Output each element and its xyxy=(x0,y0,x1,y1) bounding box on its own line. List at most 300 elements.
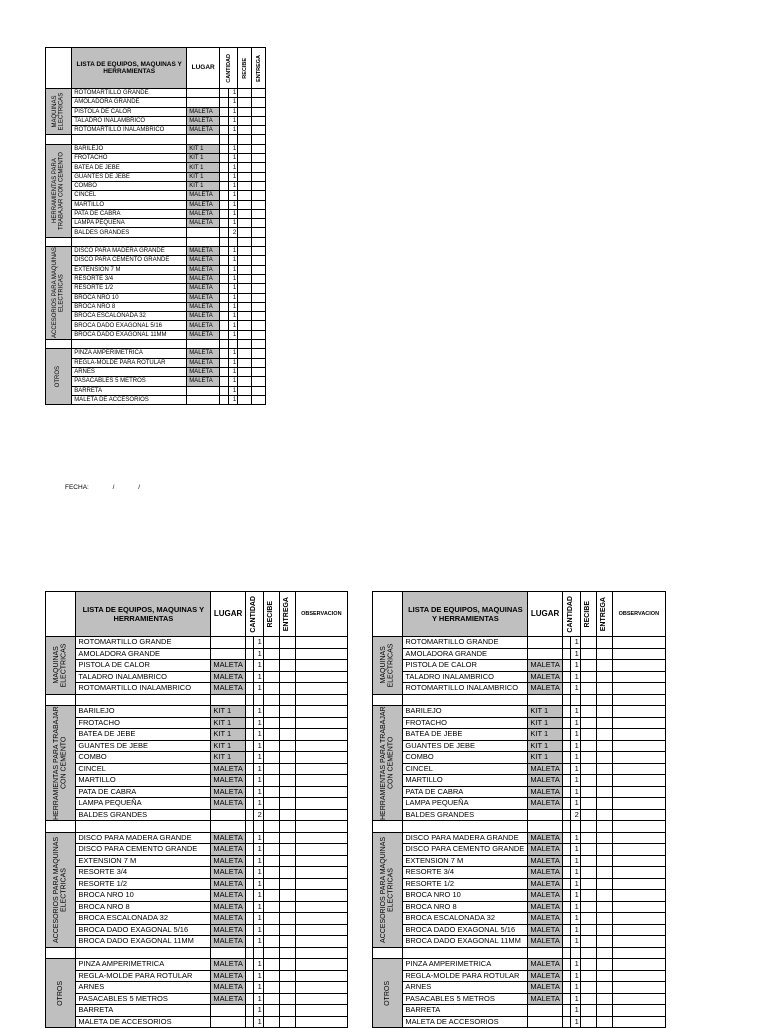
observacion-cell[interactable] xyxy=(295,832,347,844)
observacion-cell[interactable] xyxy=(612,844,665,856)
recibe-cell[interactable] xyxy=(238,172,252,181)
recibe-cell[interactable] xyxy=(580,775,596,787)
recibe-cell[interactable] xyxy=(263,982,279,994)
entrega-cell[interactable] xyxy=(596,890,612,902)
recibe-cell[interactable] xyxy=(238,349,252,358)
entrega-cell[interactable] xyxy=(596,786,612,798)
observacion-cell[interactable] xyxy=(295,740,347,752)
recibe-cell[interactable] xyxy=(263,959,279,971)
recibe-cell[interactable] xyxy=(263,1016,279,1028)
recibe-cell[interactable] xyxy=(263,775,279,787)
observacion-cell[interactable] xyxy=(612,798,665,810)
entrega-cell[interactable] xyxy=(596,832,612,844)
recibe-cell[interactable] xyxy=(263,740,279,752)
spacer-row xyxy=(46,135,266,144)
recibe-cell[interactable] xyxy=(263,752,279,764)
entrega-cell[interactable] xyxy=(279,1005,295,1017)
entrega-cell[interactable] xyxy=(596,717,612,729)
entrega-cell[interactable] xyxy=(279,683,295,695)
table-row xyxy=(46,98,266,107)
recibe-cell[interactable] xyxy=(263,867,279,879)
observacion-cell[interactable] xyxy=(612,683,665,695)
observacion-cell[interactable] xyxy=(295,878,347,890)
observacion-cell[interactable] xyxy=(612,832,665,844)
observacion-cell[interactable] xyxy=(295,809,347,821)
observacion-cell[interactable] xyxy=(295,855,347,867)
recibe-cell[interactable] xyxy=(580,913,596,925)
item-name: ROTOMARTILLO GRANDE xyxy=(72,89,187,98)
recibe-cell[interactable] xyxy=(263,890,279,902)
entrega-cell[interactable] xyxy=(279,901,295,913)
recibe-cell[interactable] xyxy=(580,683,596,695)
recibe-cell[interactable] xyxy=(263,913,279,925)
recibe-cell[interactable] xyxy=(580,637,596,649)
recibe-cell[interactable] xyxy=(238,219,252,228)
entrega-cell[interactable] xyxy=(596,740,612,752)
category-label: MAQUINAS ELECTRICAS xyxy=(53,643,68,688)
observacion-cell[interactable] xyxy=(612,763,665,775)
entrega-cell[interactable] xyxy=(279,959,295,971)
item-name: RESORTE 3/4 xyxy=(72,274,187,283)
qty-spacer-cell xyxy=(245,832,253,844)
entrega-cell[interactable] xyxy=(252,219,266,228)
entrega-cell[interactable] xyxy=(252,116,266,125)
entrega-cell[interactable] xyxy=(596,1016,612,1028)
entrega-cell[interactable] xyxy=(279,729,295,741)
entrega-cell[interactable] xyxy=(596,844,612,856)
entrega-cell[interactable] xyxy=(596,878,612,890)
table-row xyxy=(46,247,266,256)
recibe-cell[interactable] xyxy=(580,867,596,879)
entrega-cell[interactable] xyxy=(596,959,612,971)
recibe-cell[interactable] xyxy=(238,181,252,190)
observacion-cell[interactable] xyxy=(612,1016,665,1028)
recibe-cell[interactable] xyxy=(580,936,596,948)
entrega-cell[interactable] xyxy=(596,648,612,660)
item-lugar: KIT 1 xyxy=(528,752,562,764)
item-lugar: MALETA xyxy=(187,321,220,330)
recibe-cell[interactable] xyxy=(263,671,279,683)
observacion-cell[interactable] xyxy=(612,901,665,913)
observacion-cell[interactable] xyxy=(295,901,347,913)
item-name: CINCEL xyxy=(72,191,187,200)
entrega-cell[interactable] xyxy=(252,358,266,367)
recibe-cell[interactable] xyxy=(238,154,252,163)
recibe-cell[interactable] xyxy=(238,312,252,321)
observacion-cell[interactable] xyxy=(612,717,665,729)
recibe-cell[interactable] xyxy=(238,274,252,283)
recibe-cell[interactable] xyxy=(238,395,252,404)
recibe-cell[interactable] xyxy=(263,970,279,982)
entrega-cell[interactable] xyxy=(279,982,295,994)
entrega-cell[interactable] xyxy=(596,924,612,936)
entrega-cell[interactable] xyxy=(596,729,612,741)
entrega-cell[interactable] xyxy=(252,107,266,116)
entrega-cell[interactable] xyxy=(596,671,612,683)
recibe-cell[interactable] xyxy=(263,763,279,775)
item-cantidad: 1 xyxy=(253,729,263,741)
entrega-cell[interactable] xyxy=(279,809,295,821)
entrega-cell[interactable] xyxy=(252,367,266,376)
recibe-cell[interactable] xyxy=(580,844,596,856)
recibe-cell[interactable] xyxy=(580,671,596,683)
observacion-cell[interactable] xyxy=(295,970,347,982)
observacion-cell[interactable] xyxy=(612,913,665,925)
recibe-cell[interactable] xyxy=(580,763,596,775)
observacion-cell[interactable] xyxy=(612,786,665,798)
item-cantidad: 1 xyxy=(570,855,580,867)
recibe-cell[interactable] xyxy=(263,901,279,913)
qty-spacer-cell xyxy=(245,671,253,683)
entrega-cell[interactable] xyxy=(596,809,612,821)
recibe-cell[interactable] xyxy=(580,878,596,890)
item-name: COMBO xyxy=(403,752,528,764)
entrega-cell[interactable] xyxy=(252,200,266,209)
observacion-cell[interactable] xyxy=(612,1005,665,1017)
recibe-cell[interactable] xyxy=(263,993,279,1005)
recibe-cell[interactable] xyxy=(238,209,252,218)
entrega-cell[interactable] xyxy=(252,330,266,339)
recibe-cell[interactable] xyxy=(238,228,252,237)
entrega-cell[interactable] xyxy=(279,878,295,890)
recibe-cell[interactable] xyxy=(263,832,279,844)
recibe-cell[interactable] xyxy=(238,191,252,200)
recibe-cell[interactable] xyxy=(580,993,596,1005)
recibe-cell[interactable] xyxy=(238,377,252,386)
observacion-cell[interactable] xyxy=(295,683,347,695)
item-name: BROCA NRO 10 xyxy=(72,293,187,302)
item-name: DISCO PARA CEMENTO GRANDE xyxy=(72,256,187,265)
recibe-cell[interactable] xyxy=(580,729,596,741)
recibe-cell[interactable] xyxy=(263,637,279,649)
entrega-cell[interactable] xyxy=(596,660,612,672)
entrega-cell[interactable] xyxy=(252,126,266,135)
recibe-cell[interactable] xyxy=(263,786,279,798)
item-lugar: MALETA xyxy=(187,284,220,293)
recibe-cell[interactable] xyxy=(580,832,596,844)
observacion-cell[interactable] xyxy=(295,913,347,925)
table-row xyxy=(46,219,266,228)
entrega-cell[interactable] xyxy=(279,867,295,879)
entrega-cell[interactable] xyxy=(252,284,266,293)
entrega-cell[interactable] xyxy=(279,1016,295,1028)
observacion-cell[interactable] xyxy=(612,936,665,948)
entrega-cell[interactable] xyxy=(252,274,266,283)
observacion-cell[interactable] xyxy=(612,867,665,879)
entrega-cell[interactable] xyxy=(252,293,266,302)
recibe-cell[interactable] xyxy=(580,752,596,764)
recibe-cell[interactable] xyxy=(263,683,279,695)
recibe-cell[interactable] xyxy=(238,321,252,330)
entrega-cell[interactable] xyxy=(252,98,266,107)
entrega-cell[interactable] xyxy=(252,349,266,358)
entrega-cell[interactable] xyxy=(279,936,295,948)
entrega-cell[interactable] xyxy=(279,637,295,649)
observacion-cell[interactable] xyxy=(612,878,665,890)
item-name: CINCEL xyxy=(76,763,211,775)
recibe-cell[interactable] xyxy=(263,936,279,948)
entrega-cell[interactable] xyxy=(279,648,295,660)
observacion-cell[interactable] xyxy=(612,660,665,672)
entrega-cell[interactable] xyxy=(596,993,612,1005)
entrega-cell[interactable] xyxy=(596,982,612,994)
observacion-cell[interactable] xyxy=(612,993,665,1005)
recibe-cell[interactable] xyxy=(263,660,279,672)
observacion-cell[interactable] xyxy=(612,740,665,752)
observacion-cell[interactable] xyxy=(612,752,665,764)
recibe-cell[interactable] xyxy=(238,330,252,339)
entrega-cell[interactable] xyxy=(279,844,295,856)
entrega-cell[interactable] xyxy=(252,265,266,274)
qty-spacer-cell xyxy=(562,832,570,844)
entrega-cell[interactable] xyxy=(596,970,612,982)
observacion-cell[interactable] xyxy=(612,970,665,982)
recibe-cell[interactable] xyxy=(238,126,252,135)
recibe-cell[interactable] xyxy=(580,982,596,994)
entrega-cell[interactable] xyxy=(252,163,266,172)
entrega-cell[interactable] xyxy=(252,172,266,181)
entrega-cell[interactable] xyxy=(279,890,295,902)
item-name: PISTOLA DE CALOR xyxy=(76,660,211,672)
item-lugar: KIT 1 xyxy=(211,729,245,741)
observacion-cell[interactable] xyxy=(295,924,347,936)
recibe-cell[interactable] xyxy=(238,163,252,172)
recibe-cell[interactable] xyxy=(263,924,279,936)
entrega-cell[interactable] xyxy=(596,901,612,913)
recibe-cell[interactable] xyxy=(238,107,252,116)
observacion-cell[interactable] xyxy=(295,867,347,879)
observacion-cell[interactable] xyxy=(295,671,347,683)
observacion-cell[interactable] xyxy=(295,1005,347,1017)
observacion-cell[interactable] xyxy=(612,809,665,821)
entrega-cell[interactable] xyxy=(252,191,266,200)
item-name: DISCO PARA MADERA GRANDE xyxy=(76,832,211,844)
entrega-cell[interactable] xyxy=(279,786,295,798)
observacion-cell[interactable] xyxy=(295,660,347,672)
observacion-cell[interactable] xyxy=(612,637,665,649)
recibe-cell[interactable] xyxy=(238,98,252,107)
entrega-cell[interactable] xyxy=(279,717,295,729)
qty-spacer-cell xyxy=(220,284,229,293)
qty-spacer-cell xyxy=(562,798,570,810)
observacion-cell[interactable] xyxy=(295,706,347,718)
observacion-cell[interactable] xyxy=(612,706,665,718)
item-lugar: MALETA xyxy=(211,867,245,879)
item-lugar: MALETA xyxy=(528,913,562,925)
recibe-cell[interactable] xyxy=(263,809,279,821)
entrega-cell[interactable] xyxy=(279,832,295,844)
observacion-cell[interactable] xyxy=(295,993,347,1005)
entrega-cell[interactable] xyxy=(596,867,612,879)
recibe-cell[interactable] xyxy=(580,809,596,821)
recibe-cell[interactable] xyxy=(580,717,596,729)
entrega-cell[interactable] xyxy=(252,386,266,395)
observacion-cell[interactable] xyxy=(295,786,347,798)
item-cantidad: 1 xyxy=(253,832,263,844)
entrega-cell[interactable] xyxy=(279,913,295,925)
observacion-cell[interactable] xyxy=(612,959,665,971)
observacion-cell[interactable] xyxy=(612,982,665,994)
recibe-cell[interactable] xyxy=(238,200,252,209)
item-name: PATA DE CABRA xyxy=(403,786,528,798)
entrega-cell[interactable] xyxy=(279,924,295,936)
item-cantidad: 1 xyxy=(229,349,238,358)
entrega-cell[interactable] xyxy=(596,637,612,649)
item-cantidad: 1 xyxy=(570,1005,580,1017)
recibe-cell[interactable] xyxy=(238,247,252,256)
recibe-cell[interactable] xyxy=(580,890,596,902)
recibe-cell[interactable] xyxy=(580,1005,596,1017)
recibe-cell[interactable] xyxy=(580,648,596,660)
entrega-cell[interactable] xyxy=(596,1005,612,1017)
observacion-cell[interactable] xyxy=(295,763,347,775)
item-cantidad: 1 xyxy=(253,798,263,810)
recibe-cell[interactable] xyxy=(263,844,279,856)
recibe-cell[interactable] xyxy=(263,706,279,718)
observacion-cell[interactable] xyxy=(295,752,347,764)
entrega-cell[interactable] xyxy=(252,247,266,256)
recibe-cell[interactable] xyxy=(238,386,252,395)
observacion-cell[interactable] xyxy=(295,637,347,649)
observacion-cell[interactable] xyxy=(612,648,665,660)
item-cantidad: 1 xyxy=(253,660,263,672)
recibe-cell[interactable] xyxy=(580,959,596,971)
recibe-cell[interactable] xyxy=(263,798,279,810)
recibe-cell[interactable] xyxy=(238,358,252,367)
recibe-cell[interactable] xyxy=(580,970,596,982)
entrega-cell[interactable] xyxy=(596,763,612,775)
recibe-header: RECIBE xyxy=(267,600,275,628)
recibe-cell[interactable] xyxy=(238,144,252,153)
observacion-cell[interactable] xyxy=(295,1016,347,1028)
recibe-cell[interactable] xyxy=(238,293,252,302)
entrega-cell[interactable] xyxy=(252,377,266,386)
observacion-cell[interactable] xyxy=(612,855,665,867)
entrega-cell[interactable] xyxy=(279,970,295,982)
qty-spacer-cell xyxy=(220,163,229,172)
entrega-cell[interactable] xyxy=(279,671,295,683)
entrega-cell[interactable] xyxy=(596,913,612,925)
entrega-cell[interactable] xyxy=(279,660,295,672)
entrega-cell[interactable] xyxy=(596,683,612,695)
entrega-cell[interactable] xyxy=(252,144,266,153)
recibe-cell[interactable] xyxy=(580,901,596,913)
entrega-cell[interactable] xyxy=(252,154,266,163)
observacion-cell[interactable] xyxy=(295,648,347,660)
recibe-cell[interactable] xyxy=(238,256,252,265)
qty-spacer-cell xyxy=(245,717,253,729)
recibe-cell[interactable] xyxy=(580,706,596,718)
entrega-cell[interactable] xyxy=(252,181,266,190)
entrega-cell[interactable] xyxy=(596,752,612,764)
observacion-cell[interactable] xyxy=(295,717,347,729)
observacion-cell[interactable] xyxy=(612,729,665,741)
recibe-cell[interactable] xyxy=(580,855,596,867)
entrega-cell[interactable] xyxy=(596,706,612,718)
item-cantidad: 1 xyxy=(229,219,238,228)
table-row xyxy=(46,181,266,190)
recibe-cell[interactable] xyxy=(263,1005,279,1017)
recibe-cell[interactable] xyxy=(263,855,279,867)
observacion-cell[interactable] xyxy=(295,936,347,948)
table-row xyxy=(46,752,348,764)
item-name: BROCA ESCALONADA 32 xyxy=(76,913,211,925)
observacion-cell[interactable] xyxy=(295,959,347,971)
spacer-cell xyxy=(596,821,612,833)
entrega-cell[interactable] xyxy=(252,312,266,321)
entrega-cell[interactable] xyxy=(279,993,295,1005)
item-name: COMBO xyxy=(76,752,211,764)
recibe-cell[interactable] xyxy=(238,265,252,274)
entrega-cell[interactable] xyxy=(252,395,266,404)
recibe-cell[interactable] xyxy=(580,1016,596,1028)
entrega-cell[interactable] xyxy=(252,228,266,237)
entrega-cell[interactable] xyxy=(252,321,266,330)
recibe-cell[interactable] xyxy=(580,924,596,936)
observacion-cell[interactable] xyxy=(612,775,665,787)
entrega-cell[interactable] xyxy=(596,775,612,787)
entrega-cell[interactable] xyxy=(596,798,612,810)
entrega-cell[interactable] xyxy=(279,740,295,752)
recibe-cell[interactable] xyxy=(263,648,279,660)
checklist-table-small xyxy=(45,47,266,405)
entrega-cell[interactable] xyxy=(279,706,295,718)
recibe-cell[interactable] xyxy=(238,284,252,293)
recibe-cell[interactable] xyxy=(238,89,252,98)
entrega-cell[interactable] xyxy=(279,798,295,810)
entrega-cell[interactable] xyxy=(252,302,266,311)
item-lugar xyxy=(528,1016,562,1028)
spacer-cell xyxy=(245,947,253,959)
spacer-cell xyxy=(46,237,72,246)
observacion-cell[interactable] xyxy=(612,671,665,683)
recibe-cell[interactable] xyxy=(580,786,596,798)
recibe-cell[interactable] xyxy=(238,302,252,311)
entrega-cell[interactable] xyxy=(252,209,266,218)
entrega-cell[interactable] xyxy=(252,256,266,265)
observacion-cell[interactable] xyxy=(295,775,347,787)
observacion-cell[interactable] xyxy=(295,844,347,856)
table-row xyxy=(46,809,348,821)
recibe-cell[interactable] xyxy=(238,116,252,125)
spacer-row xyxy=(373,947,666,959)
observacion-cell[interactable] xyxy=(612,924,665,936)
recibe-cell[interactable] xyxy=(238,367,252,376)
entrega-cell[interactable] xyxy=(252,89,266,98)
entrega-cell[interactable] xyxy=(279,855,295,867)
entrega-cell[interactable] xyxy=(596,936,612,948)
entrega-cell[interactable] xyxy=(279,752,295,764)
spacer-cell xyxy=(211,947,245,959)
observacion-cell[interactable] xyxy=(612,890,665,902)
entrega-cell[interactable] xyxy=(596,855,612,867)
header-row xyxy=(46,48,266,89)
entrega-cell[interactable] xyxy=(279,775,295,787)
recibe-cell[interactable] xyxy=(580,740,596,752)
recibe-cell[interactable] xyxy=(263,878,279,890)
table-row xyxy=(373,683,666,695)
recibe-header-cell xyxy=(238,48,252,89)
recibe-cell[interactable] xyxy=(263,717,279,729)
recibe-cell[interactable] xyxy=(580,798,596,810)
observacion-cell[interactable] xyxy=(295,798,347,810)
recibe-cell[interactable] xyxy=(263,729,279,741)
entrega-cell[interactable] xyxy=(279,763,295,775)
observacion-cell[interactable] xyxy=(295,982,347,994)
recibe-cell[interactable] xyxy=(580,660,596,672)
observacion-cell[interactable] xyxy=(295,890,347,902)
observacion-cell[interactable] xyxy=(295,729,347,741)
